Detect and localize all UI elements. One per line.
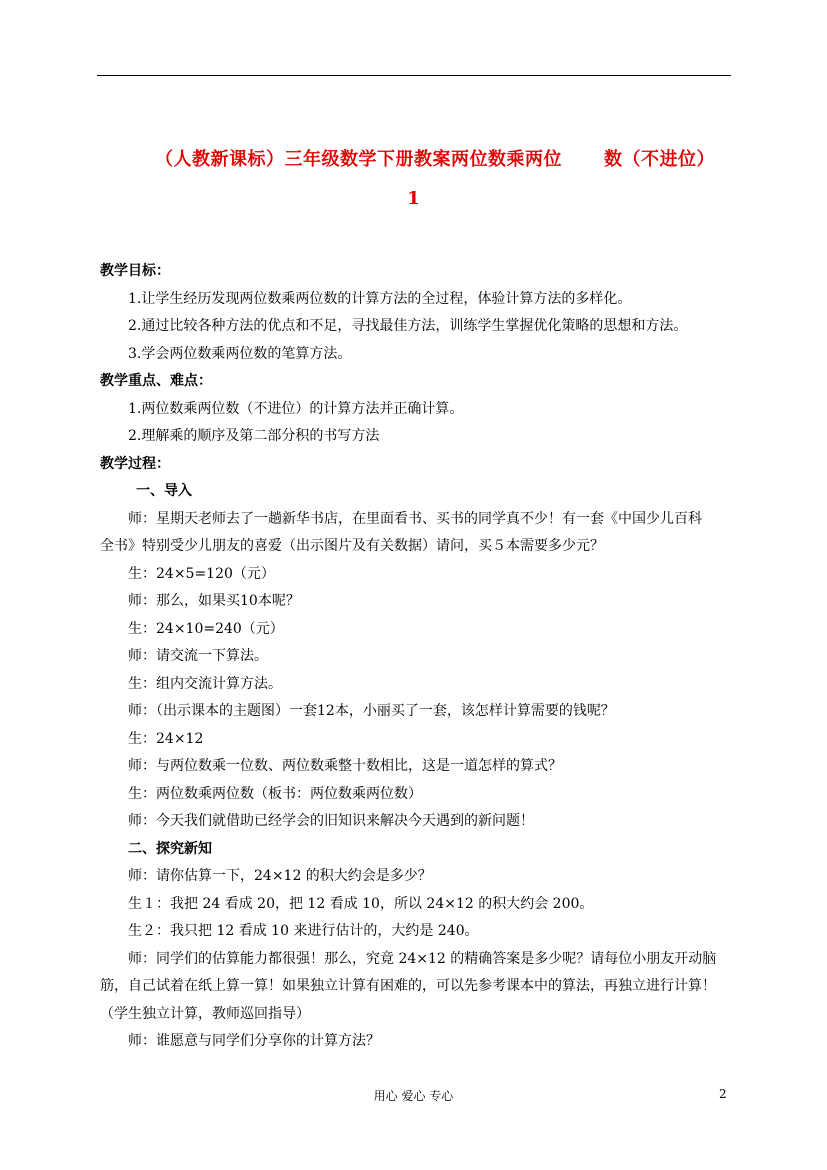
- title-continuation: 1: [407, 188, 420, 209]
- dialogue-line: 师：谁愿意与同学们分享你的计算方法？: [128, 1033, 380, 1049]
- header-rule: [97, 75, 731, 76]
- key-points-heading: 教学重点、难点：: [100, 373, 212, 389]
- dialogue-line: 生：24×12: [128, 730, 204, 747]
- document-body: [100, 258, 740, 1056]
- dialogue-line: （学生独立计算，教师巡回指导）: [100, 1005, 310, 1022]
- section-heading-intro: 一、导入: [136, 483, 192, 499]
- dialogue-line: 师：请你估算一下，24×12 的积大约会是多少？: [128, 868, 432, 884]
- key-point-item: 1.两位数乘两位数（不进位）的计算方法并正确计算。: [128, 400, 464, 417]
- page-number: 2: [719, 1087, 727, 1101]
- objective-item: 2.通过比较各种方法的优点和不足，寻找最佳方法，训练学生掌握优化策略的思想和方法。: [128, 318, 688, 334]
- dialogue-line: 师：与两位数乘一位数、两位数乘整十数相比，这是一道怎样的算式？: [128, 758, 562, 774]
- dialogue-line: 筋，自己试着在纸上算一算！如果独立计算有困难的，可以先参考课本中的算法，再独立进行计算！: [100, 978, 716, 994]
- objective-item: 3.学会两位数乘两位数的笔算方法。: [128, 345, 352, 362]
- objective-item: 1.让学生经历发现两位数乘两位数的计算方法的全过程，体验计算方法的多样化。: [128, 290, 632, 307]
- dialogue-line: 全书》特别受少儿朋友的喜爱（出示图片及有关数据）请问，买５本需要多少元？: [100, 538, 604, 554]
- section-heading-explore: 二、探究新知: [128, 840, 212, 857]
- title-part-2: 数（不进位）: [604, 149, 715, 170]
- dialogue-line: 生：两位数乘两位数（板书：两位数乘两位数）: [128, 785, 422, 802]
- dialogue-line: 生：24×5=120（元）: [128, 565, 275, 582]
- dialogue-line: 师：同学们的估算能力都很强！那么，究竟 24×12 的精确答案是多少呢？请每位小朋友开动脑: [128, 950, 717, 967]
- dialogue-line: 生：24×10=240（元）: [128, 620, 284, 637]
- dialogue-line: 生：组内交流计算方法。: [128, 675, 282, 692]
- process-heading: 教学过程：: [100, 455, 170, 472]
- title-part-1: （人教新课标）三年级数学下册教案两位数乘两位: [155, 149, 562, 170]
- dialogue-line: 师：（出示课本的主题图）一套12本，小丽买了一套，该怎样计算需要的钱呢？: [128, 703, 615, 719]
- objectives-heading: 教学目标：: [100, 263, 170, 279]
- dialogue-line: 师：请交流一下算法。: [128, 648, 268, 664]
- key-point-item: 2.理解乘的顺序及第二部分积的书写方法: [128, 428, 380, 444]
- dialogue-line: 生２：我只把 12 看成 10 来进行估计的，大约是 240。: [128, 923, 479, 939]
- dialogue-line: 生１：我把 24 看成 20，把 12 看成 10，所以 24×12 的积大约会 200。: [128, 895, 594, 912]
- dialogue-line: 师：星期天老师去了一趟新华书店，在里面看书、买书的同学真不少！有一套《中国少儿百科: [128, 510, 702, 527]
- dialogue-line: 师：今天我们就借助已经学会的旧知识来解决今天遇到的新问题！: [128, 813, 534, 829]
- document-title: [155, 145, 755, 171]
- dialogue-line: 师：那么，如果买10本呢？: [128, 593, 300, 609]
- footer-slogan: 用心 爱心 专心: [373, 1089, 454, 1103]
